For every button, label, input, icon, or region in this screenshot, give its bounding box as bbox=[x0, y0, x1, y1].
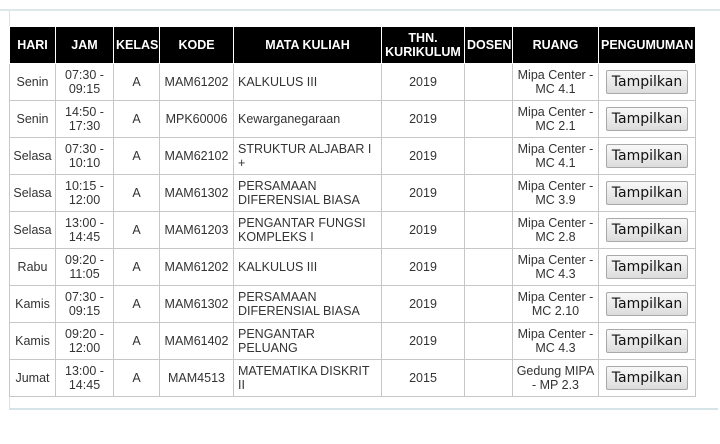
cell-kode: MAM61203 bbox=[160, 212, 234, 249]
cell-jam: 07:30 - 09:15 bbox=[56, 64, 114, 101]
cell-hari: Senin bbox=[10, 64, 56, 101]
cell-kode: MAM62102 bbox=[160, 138, 234, 175]
cell-pengumuman bbox=[599, 101, 696, 138]
tampilkan-button[interactable]: Tampilkan bbox=[606, 292, 688, 316]
cell-ruang: Gedung MIPA - MP 2.3 bbox=[513, 360, 599, 397]
cell-mata-kuliah: PERSAMAAN DIFERENSIAL BIASA bbox=[234, 175, 382, 212]
header-row bbox=[10, 27, 696, 64]
cell-mata-kuliah: PENGANTAR PELUANG bbox=[234, 323, 382, 360]
cell-ruang: Mipa Center - MC 4.1 bbox=[513, 64, 599, 101]
cell-dosen bbox=[465, 360, 513, 397]
cell-thn-kurikulum: 2019 bbox=[382, 64, 465, 101]
header-ruang: RUANG bbox=[513, 27, 599, 64]
cell-mata-kuliah: STRUKTUR ALJABAR I + bbox=[234, 138, 382, 175]
tampilkan-button[interactable]: Tampilkan bbox=[606, 255, 688, 279]
cell-hari: Selasa bbox=[10, 175, 56, 212]
header-jam: JAM bbox=[56, 27, 114, 64]
table-row bbox=[10, 249, 696, 286]
cell-mata-kuliah: Kewarganegaraan bbox=[234, 101, 382, 138]
table-row bbox=[10, 360, 696, 397]
cell-thn-kurikulum: 2019 bbox=[382, 286, 465, 323]
cell-mata-kuliah: PENGANTAR FUNGSI KOMPLEKS I bbox=[234, 212, 382, 249]
cell-jam: 14:50 - 17:30 bbox=[56, 101, 114, 138]
cell-pengumuman bbox=[599, 138, 696, 175]
cell-hari: Kamis bbox=[10, 286, 56, 323]
cell-kelas: A bbox=[114, 175, 160, 212]
cell-kelas: A bbox=[114, 286, 160, 323]
cell-dosen bbox=[465, 286, 513, 323]
cell-hari: Kamis bbox=[10, 323, 56, 360]
cell-hari: Rabu bbox=[10, 249, 56, 286]
cell-dosen bbox=[465, 212, 513, 249]
cell-pengumuman bbox=[599, 64, 696, 101]
cell-jam: 10:15 - 12:00 bbox=[56, 175, 114, 212]
cell-kode: MAM61302 bbox=[160, 286, 234, 323]
tampilkan-button[interactable]: Tampilkan bbox=[606, 70, 688, 94]
cell-thn-kurikulum: 2019 bbox=[382, 101, 465, 138]
cell-jam: 07:30 - 10:10 bbox=[56, 138, 114, 175]
tampilkan-button[interactable]: Tampilkan bbox=[606, 144, 688, 168]
header-mata-kuliah: MATA KULIAH bbox=[234, 27, 382, 64]
cell-kode: MAM61302 bbox=[160, 175, 234, 212]
cell-mata-kuliah: MATEMATIKA DISKRIT II bbox=[234, 360, 382, 397]
cell-jam: 07:30 - 09:15 bbox=[56, 286, 114, 323]
cell-kelas: A bbox=[114, 323, 160, 360]
cell-kelas: A bbox=[114, 360, 160, 397]
cell-dosen bbox=[465, 138, 513, 175]
schedule-table bbox=[9, 26, 696, 397]
table-row bbox=[10, 64, 696, 101]
cell-pengumuman bbox=[599, 323, 696, 360]
cell-pengumuman bbox=[599, 212, 696, 249]
cell-kelas: A bbox=[114, 101, 160, 138]
tampilkan-button[interactable]: Tampilkan bbox=[606, 366, 688, 390]
cell-thn-kurikulum: 2019 bbox=[382, 138, 465, 175]
table-body bbox=[10, 64, 696, 397]
cell-dosen bbox=[465, 64, 513, 101]
cell-thn-kurikulum: 2015 bbox=[382, 360, 465, 397]
table-row bbox=[10, 101, 696, 138]
cell-ruang: Mipa Center - MC 3.9 bbox=[513, 175, 599, 212]
header-kode: KODE bbox=[160, 27, 234, 64]
header-pengumuman: PENGUMUMAN bbox=[599, 27, 696, 64]
tampilkan-button[interactable]: Tampilkan bbox=[606, 107, 688, 131]
cell-pengumuman bbox=[599, 249, 696, 286]
cell-thn-kurikulum: 2019 bbox=[382, 175, 465, 212]
cell-mata-kuliah: KALKULUS III bbox=[234, 249, 382, 286]
cell-kelas: A bbox=[114, 249, 160, 286]
cell-jam: 13:00 - 14:45 bbox=[56, 360, 114, 397]
cell-ruang: Mipa Center - MC 4.3 bbox=[513, 249, 599, 286]
cell-ruang: Mipa Center - MC 4.3 bbox=[513, 323, 599, 360]
cell-ruang: Mipa Center - MC 4.1 bbox=[513, 138, 599, 175]
cell-hari: Selasa bbox=[10, 138, 56, 175]
table-row bbox=[10, 138, 696, 175]
header-hari: HARI bbox=[10, 27, 56, 64]
cell-thn-kurikulum: 2019 bbox=[382, 323, 465, 360]
cell-jam: 13:00 - 14:45 bbox=[56, 212, 114, 249]
cell-hari: Jumat bbox=[10, 360, 56, 397]
cell-jam: 09:20 - 11:05 bbox=[56, 249, 114, 286]
cell-dosen bbox=[465, 175, 513, 212]
cell-jam: 09:20 - 12:00 bbox=[56, 323, 114, 360]
table-row bbox=[10, 323, 696, 360]
header-dosen: DOSEN bbox=[465, 27, 513, 64]
tampilkan-button[interactable]: Tampilkan bbox=[606, 181, 688, 205]
cell-kelas: A bbox=[114, 212, 160, 249]
cell-dosen bbox=[465, 101, 513, 138]
tampilkan-button[interactable]: Tampilkan bbox=[606, 218, 688, 242]
tampilkan-button[interactable]: Tampilkan bbox=[606, 329, 688, 353]
cell-ruang: Mipa Center - MC 2.10 bbox=[513, 286, 599, 323]
cell-hari: Selasa bbox=[10, 212, 56, 249]
cell-pengumuman bbox=[599, 286, 696, 323]
cell-ruang: Mipa Center - MC 2.8 bbox=[513, 212, 599, 249]
cell-pengumuman bbox=[599, 360, 696, 397]
cell-kode: MAM61202 bbox=[160, 64, 234, 101]
cell-pengumuman bbox=[599, 175, 696, 212]
table-row bbox=[10, 212, 696, 249]
cell-hari: Senin bbox=[10, 101, 56, 138]
cell-ruang: Mipa Center - MC 2.1 bbox=[513, 101, 599, 138]
cell-kode: MAM61202 bbox=[160, 249, 234, 286]
cell-mata-kuliah: KALKULUS III bbox=[234, 64, 382, 101]
cell-kelas: A bbox=[114, 64, 160, 101]
cell-thn-kurikulum: 2019 bbox=[382, 212, 465, 249]
header-kelas: KELAS bbox=[114, 27, 160, 64]
cell-thn-kurikulum: 2019 bbox=[382, 249, 465, 286]
cell-kelas: A bbox=[114, 138, 160, 175]
cell-mata-kuliah: PERSAMAAN DIFERENSIAL BIASA bbox=[234, 286, 382, 323]
cell-kode: MAM61402 bbox=[160, 323, 234, 360]
cell-dosen bbox=[465, 249, 513, 286]
cell-kode: MAM4513 bbox=[160, 360, 234, 397]
header-thn-kurikulum: THN. KURIKULUM bbox=[382, 27, 465, 64]
cell-kode: MPK60006 bbox=[160, 101, 234, 138]
table-row bbox=[10, 175, 696, 212]
table-row bbox=[10, 286, 696, 323]
cell-dosen bbox=[465, 323, 513, 360]
